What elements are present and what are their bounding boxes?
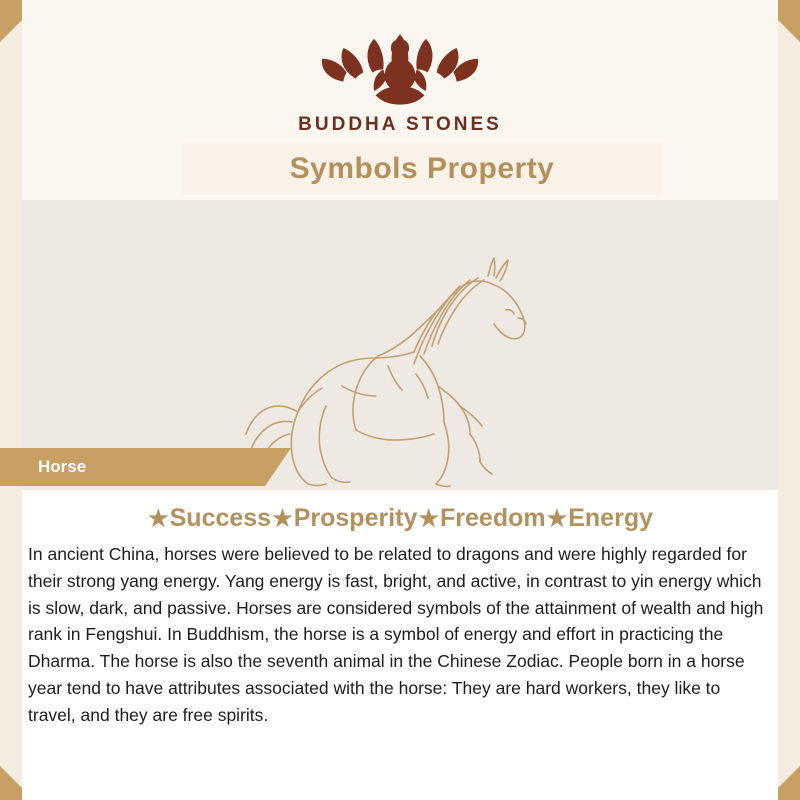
illustration-panel bbox=[22, 200, 778, 490]
ribbon-banner bbox=[0, 448, 265, 486]
star-icon-2: ★ bbox=[418, 505, 440, 531]
keyword-energy: Energy bbox=[568, 504, 653, 532]
brand-logo bbox=[22, 22, 778, 136]
keyword-freedom: Freedom bbox=[440, 504, 546, 532]
ribbon-label: Horse bbox=[38, 457, 87, 476]
left-rail bbox=[0, 0, 22, 800]
right-rail bbox=[778, 0, 800, 800]
keyword-success: Success bbox=[169, 504, 272, 532]
title-band bbox=[182, 143, 662, 195]
keyword-list bbox=[22, 490, 778, 533]
header bbox=[22, 0, 778, 200]
page-title: Symbols Property bbox=[289, 152, 555, 185]
lotus-meditation-icon bbox=[316, 22, 484, 110]
star-icon-3: ★ bbox=[546, 505, 568, 531]
star-icon-0: ★ bbox=[148, 505, 169, 531]
body-section bbox=[22, 490, 778, 800]
brand-name: BUDDHA STONES bbox=[298, 114, 502, 135]
keyword-prosperity: Prosperity bbox=[293, 504, 418, 532]
description-paragraph: In ancient China, horses were believed to be related to dragons and were highly regarded for their strong yang energy. Yang energy is fast, bright, and active, in contrast to yin energy which is slow, dark, and passive. Horses are considered symbols of the attainment of wealth and high rank in Fengshui. In Buddhism, the horse is a symbol of energy and effort in practicing the Dharma. The horse is also the seventh animal in the Chinese Zodiac. People born in a horse year tend to have attributes associated with the horse: They are hard workers, they like to travel, and they are free spirits. bbox=[28, 544, 764, 725]
ribbon-tail-icon bbox=[265, 448, 291, 486]
star-icon-1: ★ bbox=[272, 505, 293, 531]
